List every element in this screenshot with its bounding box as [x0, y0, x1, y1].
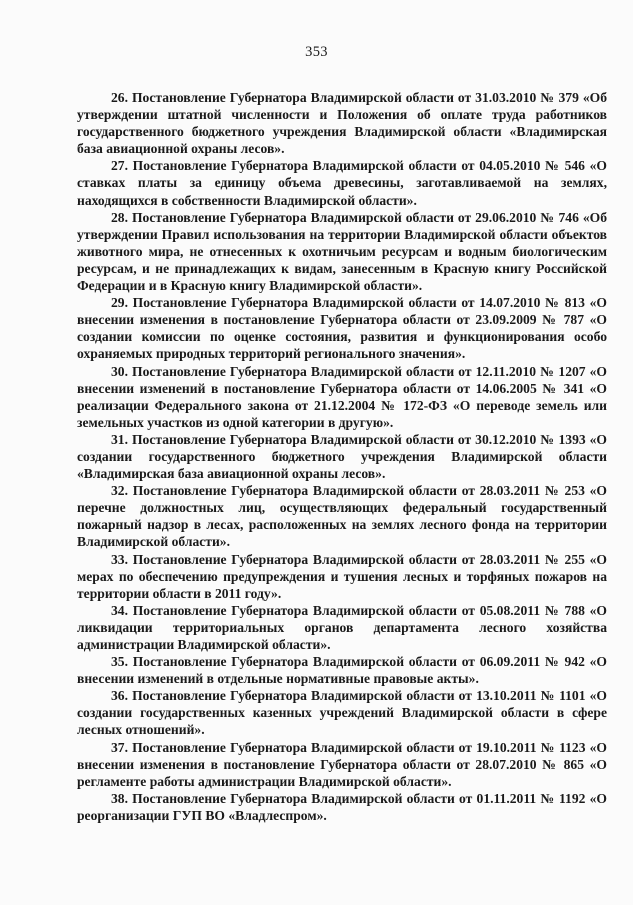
decree-item-35: 35. Постановление Губернатора Владимирской области от 06.09.2011 № 942 «О внесении изменений в отдельные нормативные правовые акты».: [77, 654, 607, 687]
decree-item-30: 30. Постановление Губернатора Владимирской области от 12.11.2010 № 1207 «О внесении изменений в постановление Губернатора области от 14.06.2005 № 341 «О реализации Федерального закона от 21.12.2004 № 172-ФЗ «О переводе земель или земельных участков из одной категории в другую».: [77, 363, 607, 430]
decree-item-26: 26. Постановление Губернатора Владимирской области от 31.03.2010 № 379 «Об утверждении штатной численности и Положения об оплате труда работников государственного бюджетного учреждения Владимирской области «Владимирская база авиационной охраны лесов».: [77, 90, 607, 157]
page-number: 353: [305, 44, 328, 60]
decree-item-31: 31. Постановление Губернатора Владимирской области от 30.12.2010 № 1393 «О создании государственного бюджетного учреждения Владимирской области «Владимирская база авиационной охраны лесов».: [77, 431, 607, 482]
decree-item-38: 38. Постановление Губернатора Владимирской области от 01.11.2011 № 1192 «О реорганизации ГУП ВО «Владлеспром».: [77, 790, 607, 823]
decree-item-36: 36. Постановление Губернатора Владимирской области от 13.10.2011 № 1101 «О создании государственных казенных учреждений Владимирской области в сфере лесных отношений».: [77, 688, 607, 738]
decree-item-37: 37. Постановление Губернатора Владимирской области от 19.10.2011 № 1123 «О внесении изменения в постановление Губернатора области от 28.07.2010 № 865 «О регламенте работы администрации Владимирской области».: [77, 739, 607, 789]
decree-item-27: 27. Постановление Губернатора Владимирской области от 04.05.2010 № 546 «О ставках платы за единицу объема древесины, заготавливаемой на землях, находящихся в собственности Владимирской области».: [77, 158, 607, 208]
decree-item-32: 32. Постановление Губернатора Владимирской области от 28.03.2011 № 253 «О перечне должностных лиц, осуществляющих федеральный государственный пожарный надзор в лесах, расположенных на землях лесного фонда на территории Владимирской области».: [77, 483, 607, 550]
decree-item-33: 33. Постановление Губернатора Владимирской области от 28.03.2011 № 255 «О мерах по обеспечению предупреждения и тушения лесных и торфяных пожаров на территории области в 2011 году».: [77, 551, 607, 601]
decree-item-29: 29. Постановление Губернатора Владимирской области от 14.07.2010 № 813 «О внесении изменения в постановление Губернатора области от 23.09.2009 № 787 «О создании комиссии по оценке состояния, развития и функционирования особо охраняемых природных территорий регионального значения».: [77, 295, 607, 362]
decree-item-28: 28. Постановление Губернатора Владимирской области от 29.06.2010 № 746 «Об утверждении Правил использования на территории Владимирской области объектов животного мира, не отнесенных к охотничьим ресурсам и водным биологическим ресурсам, и не принадлежащих к видам, занесенным в Красную книгу Российской Федерации и в Красную книгу Владимирской области».: [77, 209, 607, 294]
decree-list: [77, 89, 607, 824]
decree-item-34: 34. Постановление Губернатора Владимирской области от 05.08.2011 № 788 «О ликвидации территориальных органов департамента лесного хозяйства администрации Владимирской области».: [77, 602, 607, 652]
